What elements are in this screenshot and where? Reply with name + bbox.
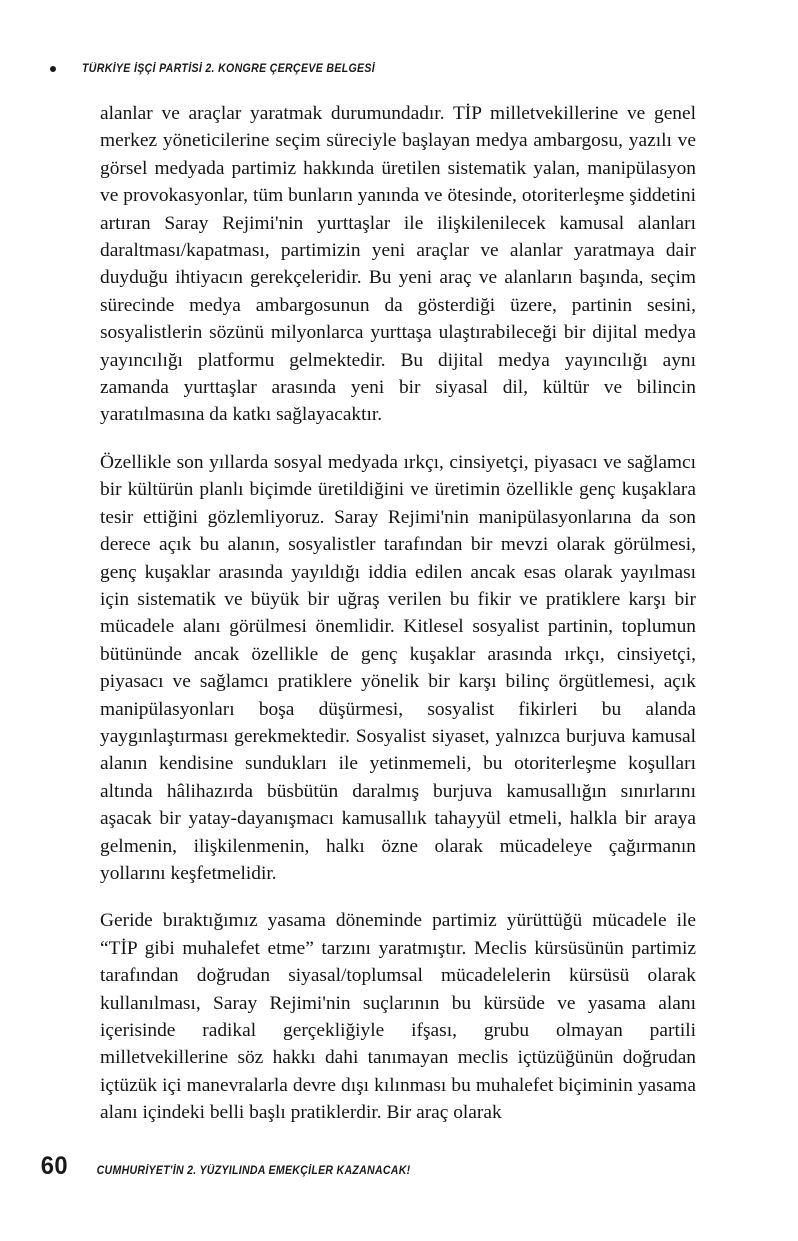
body-text-column	[100, 100, 696, 1127]
paragraph: Özellikle son yıllarda sosyal medyada ırkçı, cinsiyetçi, piyasacı ve sağlamcı bir kültürün planlı biçimde üretildiğini ve üretimin özellikle genç kuşaklara tesir ettiğini gözlemliyoruz. Saray Rejimi'nin manipülasyonlarına da son derece açık bu alanın, sosyalistler tarafından bir mevzi olarak görülmesi, genç kuşaklar arasında yayıldığı iddia edilen ancak esas olarak yayılması için sistematik ve büyük bir uğraş verilen bu fikir ve pratiklere karşı bir mücadele alanı görülmesi önemlidir. Kitlesel sosyalist partinin, toplumun bütününde ancak özellikle de genç kuşaklar arasında ırkçı, cinsiyetçi, piyasacı ve sağlamcı pratiklere yönelik bir karşı bilinç örgütlemesi, açık manipülasyonları boşa düşürmesi, sosyalist fikirleri bu alanda yaygınlaştırması gerekmektedir. Sosyalist siyaset, yalnızca burjuva kamusal alanın kendisine sundukları ile yetinmemeli, bu otoriterleşme koşulları altında hâlihazırda büsbütün daralmış burjuva kamusallığın sınırlarını aşacak bir yatay-dayanışmacı kamusallık tahayyül etmeli, halkla bir araya gelmenin, ilişkilenmenin, halkı özne olarak mücadeleye çağırmanın yollarını keşfetmelidir.	[100, 451, 696, 884]
page-number: 60	[40, 1152, 69, 1180]
bullet-icon	[50, 66, 56, 72]
paragraph: Geride bıraktığımız yasama döneminde partimiz yürüttüğü mücadele ile “TİP gibi muhalefet etme” tarzını yaratmıştır. Meclis kürsüsünün partimiz tarafından doğrudan siyasal/toplumsal mücadelelerin kürsüsü olarak kullanılması, Saray Rejimi'nin suçlarının bu kürsüde ve yasama alanı içerisinde radikal gerçekliğiyle ifşası, grubu olmayan partili milletvekillerine söz hakkı dahi tanımayan meclis içtüzüğünün doğrudan içtüzük içi manevralarla devre dışı kılınması bu muhalefet biçiminin yasama alanı içindeki belli başlı pratiklerdir. Bir araç olarak	[100, 910, 696, 1124]
running-header	[50, 60, 748, 78]
paragraph: alanlar ve araçlar yaratmak durumundadır. TİP milletvekillerine ve genel merkez yöneticilerine seçim süreciyle başlayan medya ambargosu, yazılı ve görsel medyada partimiz hakkında üretilen sistematik yalan, manipülasyon ve provokasyonlar, tüm bunların yanında ve ötesinde, otoriterleşme şiddetini artıran Saray Rejimi'nin yurttaşlar ile ilişkilenilecek kamusal alanları daraltması/kapatması, partimizin yeni araçlar ve alanlar yaratmaya dair duyduğu ihtiyacın gerekçeleridir. Bu yeni araç ve alanların başında, seçim sürecinde medya ambargosunun da gösterdiği üzere, partinin sesini, sosyalistlerin sözünü milyonlarca yurttaşa ulaştırabileceği bir dijital medya yayıncılığı platformu gelmektedir. Bu dijital medya yayıncılığı aynı zamanda yurttaşlar arasında yeni bir siyasal dil, kültür ve bilincin yaratılmasına da katkı sağlayacaktır.	[100, 103, 696, 426]
running-header-title: TÜRKİYE İŞÇİ PARTİSİ 2. KONGRE ÇERÇEVE BELGESİ	[82, 63, 376, 75]
running-footer-title: CUMHURİYET'İN 2. YÜZYILINDA EMEKÇİLER KAZANACAK!	[96, 1165, 411, 1177]
running-footer	[40, 1152, 748, 1181]
